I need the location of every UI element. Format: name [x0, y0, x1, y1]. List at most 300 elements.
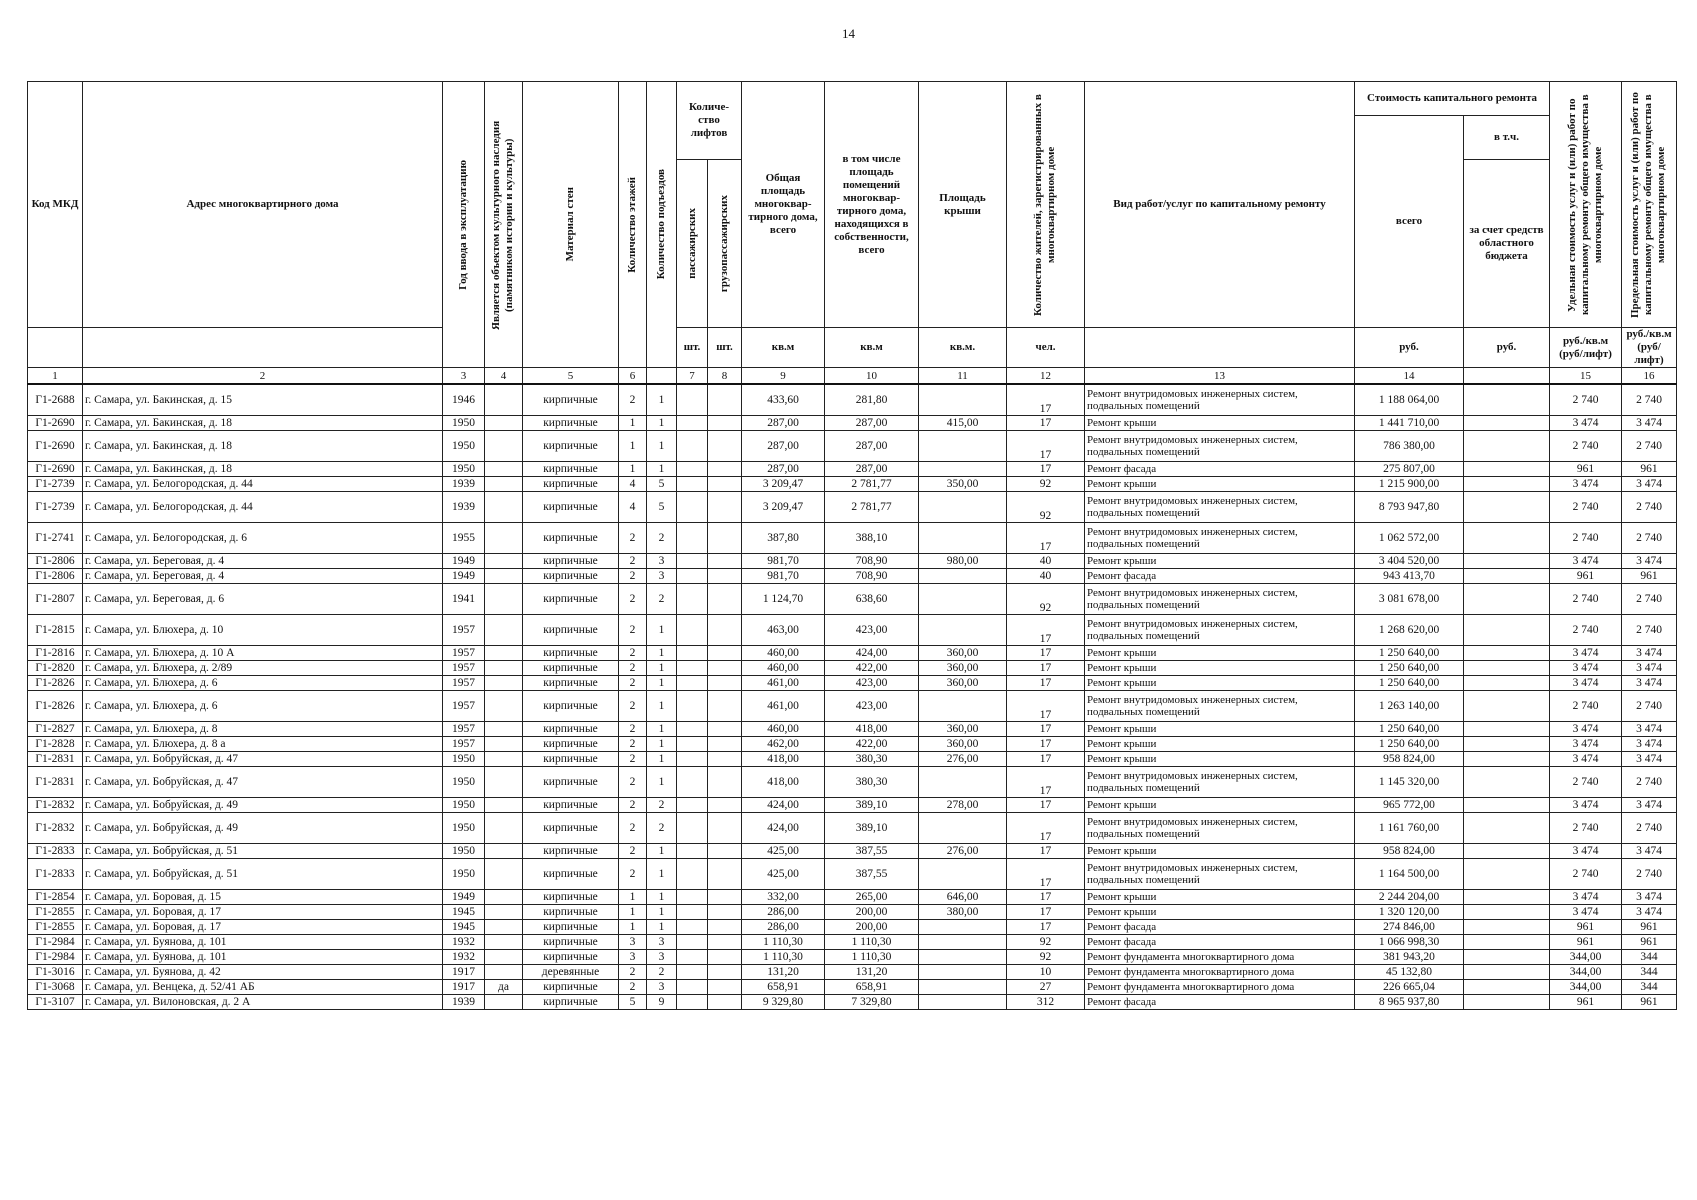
cell-code: Г1-2741 [28, 523, 83, 554]
cell-cost-total: 8 793 947,80 [1355, 492, 1464, 523]
cell-lifts-cargo [708, 813, 742, 844]
cell-work-type: Ремонт крыши [1085, 722, 1355, 737]
cell-year: 1945 [443, 905, 485, 920]
cell-lifts-pass [677, 752, 708, 767]
cell-code: Г1-2807 [28, 584, 83, 615]
cell-unit-cost: 3 474 [1550, 646, 1622, 661]
cell-entrances: 9 [647, 995, 677, 1010]
cell-unit-cost: 2 740 [1550, 691, 1622, 722]
column-number: 13 [1085, 368, 1355, 385]
column-number: 3 [443, 368, 485, 385]
cell-area-owned: 1 110,30 [825, 935, 919, 950]
header-lifts: Количе-ство лифтов [677, 82, 742, 160]
cell-unit-cost: 2 740 [1550, 813, 1622, 844]
cell-entrances: 1 [647, 890, 677, 905]
cell-lifts-cargo [708, 752, 742, 767]
cell-heritage [485, 431, 523, 462]
cell-residents: 17 [1007, 844, 1085, 859]
cell-area-total: 332,00 [742, 890, 825, 905]
cell-year: 1950 [443, 798, 485, 813]
cell-area-total: 387,80 [742, 523, 825, 554]
cell-area-total: 462,00 [742, 737, 825, 752]
cell-work-type: Ремонт крыши [1085, 477, 1355, 492]
cell-lifts-pass [677, 646, 708, 661]
cell-area-owned: 708,90 [825, 554, 919, 569]
cell-area-owned: 131,20 [825, 965, 919, 980]
cell-roof-area [919, 569, 1007, 584]
cell-floors: 2 [619, 813, 647, 844]
cell-cost-regional [1464, 722, 1550, 737]
cell-area-owned: 2 781,77 [825, 477, 919, 492]
table-row [28, 995, 1677, 1010]
cell-code: Г1-2984 [28, 935, 83, 950]
cell-residents: 17 [1007, 813, 1085, 844]
header-residents: Количество жителей, зарегистрированных в многоквартирном доме [1007, 82, 1085, 328]
cell-area-total: 424,00 [742, 798, 825, 813]
cell-entrances: 3 [647, 554, 677, 569]
cell-heritage [485, 646, 523, 661]
cell-roof-area [919, 965, 1007, 980]
cell-cost-regional [1464, 859, 1550, 890]
column-number [647, 368, 677, 385]
header-roof-area: Площадь крыши [919, 82, 1007, 328]
cell-area-total: 460,00 [742, 722, 825, 737]
cell-cost-regional [1464, 554, 1550, 569]
cell-cost-regional [1464, 646, 1550, 661]
cell-lifts-pass [677, 890, 708, 905]
cell-entrances: 3 [647, 569, 677, 584]
cell-max-cost: 961 [1622, 920, 1677, 935]
cell-area-owned: 281,80 [825, 384, 919, 416]
cell-max-cost: 2 740 [1622, 615, 1677, 646]
cell-area-total: 3 209,47 [742, 492, 825, 523]
cell-entrances: 2 [647, 965, 677, 980]
cell-cost-regional [1464, 462, 1550, 477]
column-number: 2 [83, 368, 443, 385]
header-code: Код МКД [28, 82, 83, 328]
cell-lifts-pass [677, 569, 708, 584]
cell-residents: 17 [1007, 905, 1085, 920]
cell-address: г. Самара, ул. Белогородская, д. 6 [83, 523, 443, 554]
table-row [28, 767, 1677, 798]
cell-entrances: 3 [647, 950, 677, 965]
cell-entrances: 1 [647, 737, 677, 752]
cell-year: 1957 [443, 646, 485, 661]
cell-lifts-cargo [708, 676, 742, 691]
cell-cost-total: 274 846,00 [1355, 920, 1464, 935]
cell-address: г. Самара, ул. Береговая, д. 4 [83, 569, 443, 584]
cell-roof-area [919, 691, 1007, 722]
cell-floors: 2 [619, 798, 647, 813]
cell-area-total: 1 110,30 [742, 950, 825, 965]
cell-unit-cost: 3 474 [1550, 416, 1622, 431]
header-lifts-cargo: грузопассажирских [708, 160, 742, 328]
cell-area-total: 460,00 [742, 646, 825, 661]
header-cost-total: всего [1355, 116, 1464, 328]
cell-material: кирпичные [523, 737, 619, 752]
cell-lifts-cargo [708, 615, 742, 646]
cell-lifts-cargo [708, 722, 742, 737]
unit-address [83, 328, 443, 368]
cell-area-total: 981,70 [742, 554, 825, 569]
cell-heritage [485, 995, 523, 1010]
cell-area-owned: 287,00 [825, 462, 919, 477]
cell-cost-regional [1464, 935, 1550, 950]
cell-residents: 17 [1007, 676, 1085, 691]
cell-code: Г1-2688 [28, 384, 83, 416]
cell-cost-total: 1 441 710,00 [1355, 416, 1464, 431]
cell-material: кирпичные [523, 416, 619, 431]
cell-area-total: 287,00 [742, 431, 825, 462]
cell-roof-area [919, 384, 1007, 416]
cell-area-owned: 422,00 [825, 661, 919, 676]
cell-entrances: 1 [647, 752, 677, 767]
cell-code: Г1-3107 [28, 995, 83, 1010]
cell-year: 1957 [443, 737, 485, 752]
header-year: Год ввода в эксплуатацию [443, 82, 485, 368]
cell-cost-total: 1 161 760,00 [1355, 813, 1464, 844]
cell-material: кирпичные [523, 477, 619, 492]
cell-max-cost: 3 474 [1622, 722, 1677, 737]
cell-lifts-cargo [708, 661, 742, 676]
cell-cost-total: 1 066 998,30 [1355, 935, 1464, 950]
column-number: 10 [825, 368, 919, 385]
cell-year: 1949 [443, 554, 485, 569]
cell-area-owned: 1 110,30 [825, 950, 919, 965]
cell-year: 1955 [443, 523, 485, 554]
cell-material: кирпичные [523, 431, 619, 462]
cell-cost-total: 1 062 572,00 [1355, 523, 1464, 554]
cell-floors: 2 [619, 844, 647, 859]
cell-area-owned: 423,00 [825, 676, 919, 691]
cell-lifts-pass [677, 859, 708, 890]
cell-unit-cost: 3 474 [1550, 752, 1622, 767]
cell-floors: 2 [619, 569, 647, 584]
cell-area-owned: 424,00 [825, 646, 919, 661]
cell-cost-regional [1464, 584, 1550, 615]
cell-material: кирпичные [523, 859, 619, 890]
cell-area-total: 418,00 [742, 767, 825, 798]
cell-year: 1950 [443, 844, 485, 859]
cell-unit-cost: 344,00 [1550, 965, 1622, 980]
cell-lifts-cargo [708, 384, 742, 416]
cell-max-cost: 2 740 [1622, 492, 1677, 523]
cell-residents: 17 [1007, 859, 1085, 890]
cell-area-total: 433,60 [742, 384, 825, 416]
cell-work-type: Ремонт крыши [1085, 646, 1355, 661]
cell-heritage [485, 798, 523, 813]
cell-roof-area: 360,00 [919, 722, 1007, 737]
cell-cost-regional [1464, 431, 1550, 462]
cell-lifts-pass [677, 523, 708, 554]
cell-address: г. Самара, ул. Блюхера, д. 10 А [83, 646, 443, 661]
cell-roof-area [919, 920, 1007, 935]
cell-roof-area: 415,00 [919, 416, 1007, 431]
column-number [1464, 368, 1550, 385]
cell-entrances: 1 [647, 920, 677, 935]
table-row [28, 920, 1677, 935]
column-number-row [28, 368, 1677, 385]
cell-cost-regional [1464, 615, 1550, 646]
cell-lifts-pass [677, 722, 708, 737]
cell-max-cost: 3 474 [1622, 416, 1677, 431]
unit-pcs-2: шт. [708, 328, 742, 368]
cell-area-owned: 287,00 [825, 416, 919, 431]
cell-area-owned: 388,10 [825, 523, 919, 554]
cell-max-cost: 3 474 [1622, 737, 1677, 752]
table-row [28, 384, 1677, 416]
cell-heritage [485, 416, 523, 431]
cell-lifts-cargo [708, 890, 742, 905]
cell-unit-cost: 2 740 [1550, 431, 1622, 462]
cell-area-owned: 200,00 [825, 905, 919, 920]
cell-floors: 2 [619, 523, 647, 554]
table-row [28, 462, 1677, 477]
cell-work-type: Ремонт фасада [1085, 569, 1355, 584]
unit-work [1085, 328, 1355, 368]
cell-lifts-pass [677, 980, 708, 995]
cell-entrances: 1 [647, 615, 677, 646]
cell-entrances: 3 [647, 980, 677, 995]
cell-max-cost: 2 740 [1622, 523, 1677, 554]
cell-roof-area [919, 615, 1007, 646]
table-row [28, 722, 1677, 737]
cell-address: г. Самара, ул. Блюхера, д. 8 а [83, 737, 443, 752]
table-row [28, 691, 1677, 722]
cell-roof-area: 278,00 [919, 798, 1007, 813]
cell-address: г. Самара, ул. Бобруйская, д. 49 [83, 798, 443, 813]
cell-material: кирпичные [523, 722, 619, 737]
cell-cost-total: 2 244 204,00 [1355, 890, 1464, 905]
cell-floors: 2 [619, 646, 647, 661]
cell-work-type: Ремонт внутридомовых инженерных систем, подвальных помещений [1085, 859, 1355, 890]
cell-residents: 17 [1007, 615, 1085, 646]
table-row [28, 935, 1677, 950]
cell-residents: 10 [1007, 965, 1085, 980]
header-entrances: Количество подъездов [647, 82, 677, 368]
cell-heritage [485, 905, 523, 920]
cell-work-type: Ремонт внутридомовых инженерных систем, подвальных помещений [1085, 584, 1355, 615]
cell-code: Г1-2690 [28, 431, 83, 462]
cell-code: Г1-2854 [28, 890, 83, 905]
cell-lifts-cargo [708, 431, 742, 462]
cell-roof-area [919, 584, 1007, 615]
cell-material: кирпичные [523, 492, 619, 523]
column-number: 8 [708, 368, 742, 385]
column-number: 15 [1550, 368, 1622, 385]
cell-lifts-pass [677, 554, 708, 569]
cell-lifts-pass [677, 384, 708, 416]
cell-unit-cost: 2 740 [1550, 859, 1622, 890]
cell-unit-cost: 2 740 [1550, 492, 1622, 523]
cell-residents: 17 [1007, 646, 1085, 661]
cell-year: 1950 [443, 813, 485, 844]
cell-max-cost: 3 474 [1622, 554, 1677, 569]
cell-entrances: 1 [647, 431, 677, 462]
cell-cost-total: 786 380,00 [1355, 431, 1464, 462]
cell-cost-regional [1464, 767, 1550, 798]
cell-lifts-pass [677, 767, 708, 798]
unit-pcs-1: шт. [677, 328, 708, 368]
cell-max-cost: 3 474 [1622, 844, 1677, 859]
cell-code: Г1-2855 [28, 905, 83, 920]
cell-code: Г1-2690 [28, 462, 83, 477]
cell-roof-area: 276,00 [919, 844, 1007, 859]
header-unit-cost: Удельная стоимость услуг и (или) работ по капитальному ремонту общего имущества в многоквартирном доме [1550, 82, 1622, 328]
cell-lifts-cargo [708, 462, 742, 477]
cell-max-cost: 2 740 [1622, 859, 1677, 890]
cell-address: г. Самара, ул. Береговая, д. 4 [83, 554, 443, 569]
cell-entrances: 5 [647, 477, 677, 492]
cell-heritage [485, 737, 523, 752]
cell-residents: 17 [1007, 384, 1085, 416]
cell-area-owned: 638,60 [825, 584, 919, 615]
table-row [28, 416, 1677, 431]
cell-work-type: Ремонт фундамента многоквартирного дома [1085, 950, 1355, 965]
cell-area-total: 3 209,47 [742, 477, 825, 492]
cell-work-type: Ремонт внутридомовых инженерных систем, подвальных помещений [1085, 384, 1355, 416]
cell-cost-regional [1464, 691, 1550, 722]
cell-heritage: да [485, 980, 523, 995]
cell-work-type: Ремонт внутридомовых инженерных систем, подвальных помещений [1085, 431, 1355, 462]
unit-sqm-1: кв.м [742, 328, 825, 368]
cell-cost-total: 1 250 640,00 [1355, 676, 1464, 691]
cell-heritage [485, 950, 523, 965]
cell-floors: 2 [619, 965, 647, 980]
cell-area-owned: 389,10 [825, 813, 919, 844]
cell-code: Г1-2828 [28, 737, 83, 752]
cell-cost-regional [1464, 477, 1550, 492]
cell-work-type: Ремонт крыши [1085, 905, 1355, 920]
cell-area-owned: 387,55 [825, 844, 919, 859]
cell-heritage [485, 965, 523, 980]
table-row [28, 890, 1677, 905]
column-number: 12 [1007, 368, 1085, 385]
cell-material: кирпичные [523, 890, 619, 905]
cell-address: г. Самара, ул. Бобруйская, д. 51 [83, 844, 443, 859]
column-number: 9 [742, 368, 825, 385]
cell-heritage [485, 661, 523, 676]
cell-residents: 92 [1007, 950, 1085, 965]
cell-code: Г1-2826 [28, 691, 83, 722]
cell-work-type: Ремонт внутридомовых инженерных систем, подвальных помещений [1085, 492, 1355, 523]
cell-material: кирпичные [523, 584, 619, 615]
cell-max-cost: 2 740 [1622, 584, 1677, 615]
cell-year: 1950 [443, 431, 485, 462]
cell-lifts-cargo [708, 477, 742, 492]
column-number: 5 [523, 368, 619, 385]
cell-cost-total: 1 145 320,00 [1355, 767, 1464, 798]
cell-roof-area [919, 859, 1007, 890]
cell-lifts-pass [677, 813, 708, 844]
cell-lifts-cargo [708, 492, 742, 523]
column-number: 7 [677, 368, 708, 385]
cell-area-total: 425,00 [742, 859, 825, 890]
capital-repair-table [27, 81, 1677, 1010]
cell-entrances: 2 [647, 584, 677, 615]
cell-max-cost: 344 [1622, 950, 1677, 965]
cell-lifts-pass [677, 905, 708, 920]
cell-code: Г1-2833 [28, 859, 83, 890]
cell-code: Г1-2832 [28, 813, 83, 844]
cell-unit-cost: 3 474 [1550, 798, 1622, 813]
cell-year: 1932 [443, 935, 485, 950]
cell-max-cost: 3 474 [1622, 752, 1677, 767]
cell-cost-total: 1 320 120,00 [1355, 905, 1464, 920]
cell-max-cost: 2 740 [1622, 767, 1677, 798]
cell-address: г. Самара, ул. Блюхера, д. 2/89 [83, 661, 443, 676]
cell-heritage [485, 477, 523, 492]
cell-roof-area: 380,00 [919, 905, 1007, 920]
cell-cost-total: 1 215 900,00 [1355, 477, 1464, 492]
header-address: Адрес многоквартирного дома [83, 82, 443, 328]
table-row [28, 965, 1677, 980]
cell-cost-regional [1464, 676, 1550, 691]
cell-area-total: 286,00 [742, 920, 825, 935]
cell-residents: 312 [1007, 995, 1085, 1010]
cell-cost-total: 1 263 140,00 [1355, 691, 1464, 722]
cell-residents: 17 [1007, 523, 1085, 554]
cell-residents: 92 [1007, 477, 1085, 492]
column-number: 6 [619, 368, 647, 385]
cell-cost-total: 965 772,00 [1355, 798, 1464, 813]
cell-year: 1932 [443, 950, 485, 965]
cell-area-total: 981,70 [742, 569, 825, 584]
unit-rub-sqm-2: руб./кв.м (руб/лифт) [1622, 328, 1677, 368]
cell-lifts-pass [677, 492, 708, 523]
cell-floors: 5 [619, 995, 647, 1010]
cell-lifts-pass [677, 615, 708, 646]
cell-roof-area: 980,00 [919, 554, 1007, 569]
cell-entrances: 1 [647, 462, 677, 477]
cell-area-owned: 200,00 [825, 920, 919, 935]
cell-work-type: Ремонт крыши [1085, 554, 1355, 569]
cell-cost-regional [1464, 920, 1550, 935]
cell-lifts-cargo [708, 935, 742, 950]
cell-area-owned: 380,30 [825, 752, 919, 767]
cell-address: г. Самара, ул. Буянова, д. 42 [83, 965, 443, 980]
cell-work-type: Ремонт фасада [1085, 935, 1355, 950]
cell-year: 1949 [443, 890, 485, 905]
cell-lifts-cargo [708, 950, 742, 965]
cell-material: кирпичные [523, 384, 619, 416]
cell-work-type: Ремонт внутридомовых инженерных систем, подвальных помещений [1085, 767, 1355, 798]
cell-heritage [485, 676, 523, 691]
cell-lifts-cargo [708, 920, 742, 935]
cell-year: 1917 [443, 965, 485, 980]
cell-unit-cost: 344,00 [1550, 950, 1622, 965]
cell-year: 1950 [443, 859, 485, 890]
cell-area-total: 418,00 [742, 752, 825, 767]
cell-lifts-cargo [708, 554, 742, 569]
cell-material: кирпичные [523, 980, 619, 995]
cell-cost-total: 1 250 640,00 [1355, 722, 1464, 737]
cell-max-cost: 961 [1622, 935, 1677, 950]
cell-roof-area [919, 523, 1007, 554]
cell-cost-regional [1464, 492, 1550, 523]
cell-max-cost: 3 474 [1622, 676, 1677, 691]
cell-year: 1957 [443, 676, 485, 691]
cell-lifts-pass [677, 935, 708, 950]
cell-work-type: Ремонт внутридомовых инженерных систем, подвальных помещений [1085, 813, 1355, 844]
cell-lifts-pass [677, 995, 708, 1010]
cell-address: г. Самара, ул. Блюхера, д. 6 [83, 676, 443, 691]
cell-lifts-cargo [708, 416, 742, 431]
cell-heritage [485, 890, 523, 905]
cell-area-owned: 287,00 [825, 431, 919, 462]
cell-code: Г1-3016 [28, 965, 83, 980]
cell-lifts-pass [677, 798, 708, 813]
